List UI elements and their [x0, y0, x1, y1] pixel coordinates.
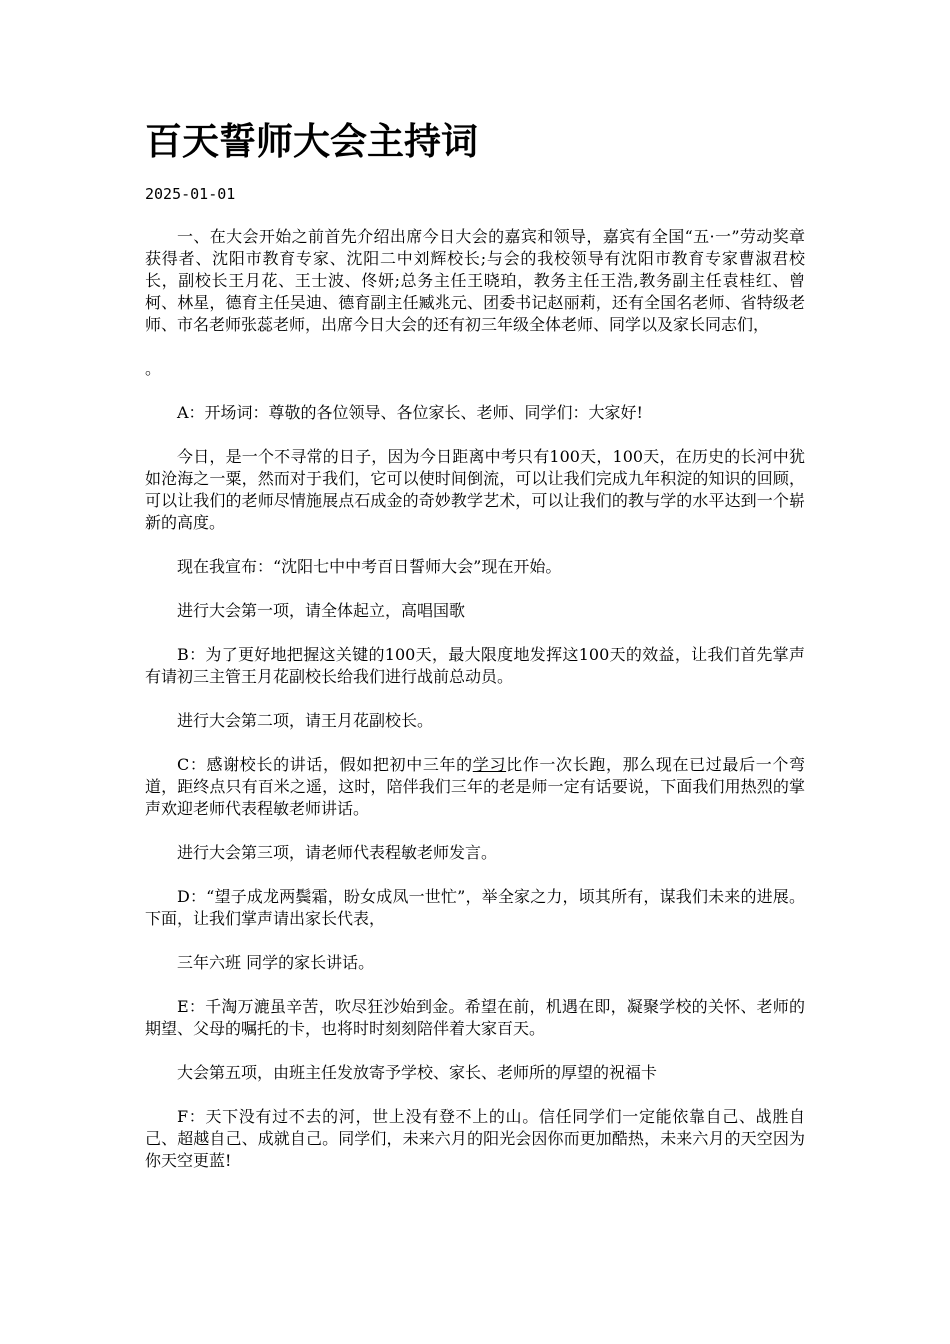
paragraph-announce: 现在我宣布：“沈阳七中中考百日誓师大会”现在开始。 — [177, 557, 562, 576]
document-body — [145, 226, 805, 1194]
paragraph-item-five: 大会第五项，由班主任发放寄予学校、家长、老师所的厚望的祝福卡 — [177, 1063, 658, 1082]
paragraph-period: 。 — [145, 359, 162, 378]
paragraph-opening-a: A：开场词：尊敬的各位领导、各位家长、老师、同学们：大家好! — [177, 403, 643, 422]
paragraph-item-one: 进行大会第一项，请全体起立，高唱国歌 — [177, 601, 466, 620]
paragraph-host-c-start: C：感谢校长的讲话，假如把初中三年的 — [177, 755, 473, 774]
paragraph-today: 今日，是一个不寻常的日子，因为今日距离中考只有100天，100天，在历史的长河中犹如沧海之一粟，然而对于我们，它可以使时间倒流，可以让我们完成九年积淀的知识的回顾，可以让我们的老师尽情施展点石成金的奇妙教学艺术，可以让我们的教与学的水平达到一个崭新的高度。 — [145, 447, 805, 532]
paragraph-host-c-end: 比作一次长跑，那么现在已过最后一个弯道，距终点只有百米之遥，这时，陪伴我们三年的老是师一定有话要说，下面我们用热烈的掌声欢迎老师代表程敏老师讲话。 — [145, 755, 805, 818]
paragraph-parent-speech: 三年六班 同学的家长讲话。 — [177, 953, 375, 972]
paragraph-host-f: F：天下没有过不去的河，世上没有登不上的山。信任同学们一定能依靠自己、战胜自己、超越自己、成就自己。同学们，未来六月的阳光会因你而更加酷热，未来六月的天空因为你天空更蓝! — [145, 1107, 805, 1170]
paragraph-item-two: 进行大会第二项，请王月花副校长。 — [177, 711, 434, 730]
document-title: 百天誓师大会主持词 — [145, 119, 478, 163]
paragraph-host-d: D：“望子成龙两鬓霜，盼女成凤一世忙”，举全家之力，顷其所有，谋我们未来的进展。下面，让我们掌声请出家长代表， — [145, 887, 805, 928]
study-link[interactable]: 学习 — [472, 755, 507, 774]
paragraph-host-c — [145, 754, 805, 820]
document-date: 2025-01-01 — [145, 185, 236, 203]
paragraph-host-b: B：为了更好地把握这关键的100天，最大限度地发挥这100天的效益，让我们首先掌声有请初三主管王月花副校长给我们进行战前总动员。 — [145, 645, 805, 686]
paragraph-host-e: E：千淘万漉虽辛苦，吹尽狂沙始到金。希望在前，机遇在即，凝聚学校的关怀、老师的期望、父母的嘱托的卡，也将时时刻刻陪伴着大家百天。 — [145, 997, 805, 1038]
paragraph-item-three: 进行大会第三项，请老师代表程敏老师发言。 — [177, 843, 498, 862]
paragraph-guests-intro: 一、在大会开始之前首先介绍出席今日大会的嘉宾和领导，嘉宾有全国“五·一”劳动奖章获得者、沈阳市教育专家、沈阳二中刘辉校长;与会的我校领导有沈阳市教育专家曹淑君校长，副校长王月花、王士波、佟妍;总务主任王晓珀，教务主任王浩,教务副主任袁桂红、曾柯、林星，德育主任吴迪、德育副主任臧兆元、团委书记赵丽莉，还有全国名老师、省特级老师、市名老师张蕊老师，出席今日大会的还有初三年级全体老师、同学以及家长同志们， — [145, 227, 805, 334]
